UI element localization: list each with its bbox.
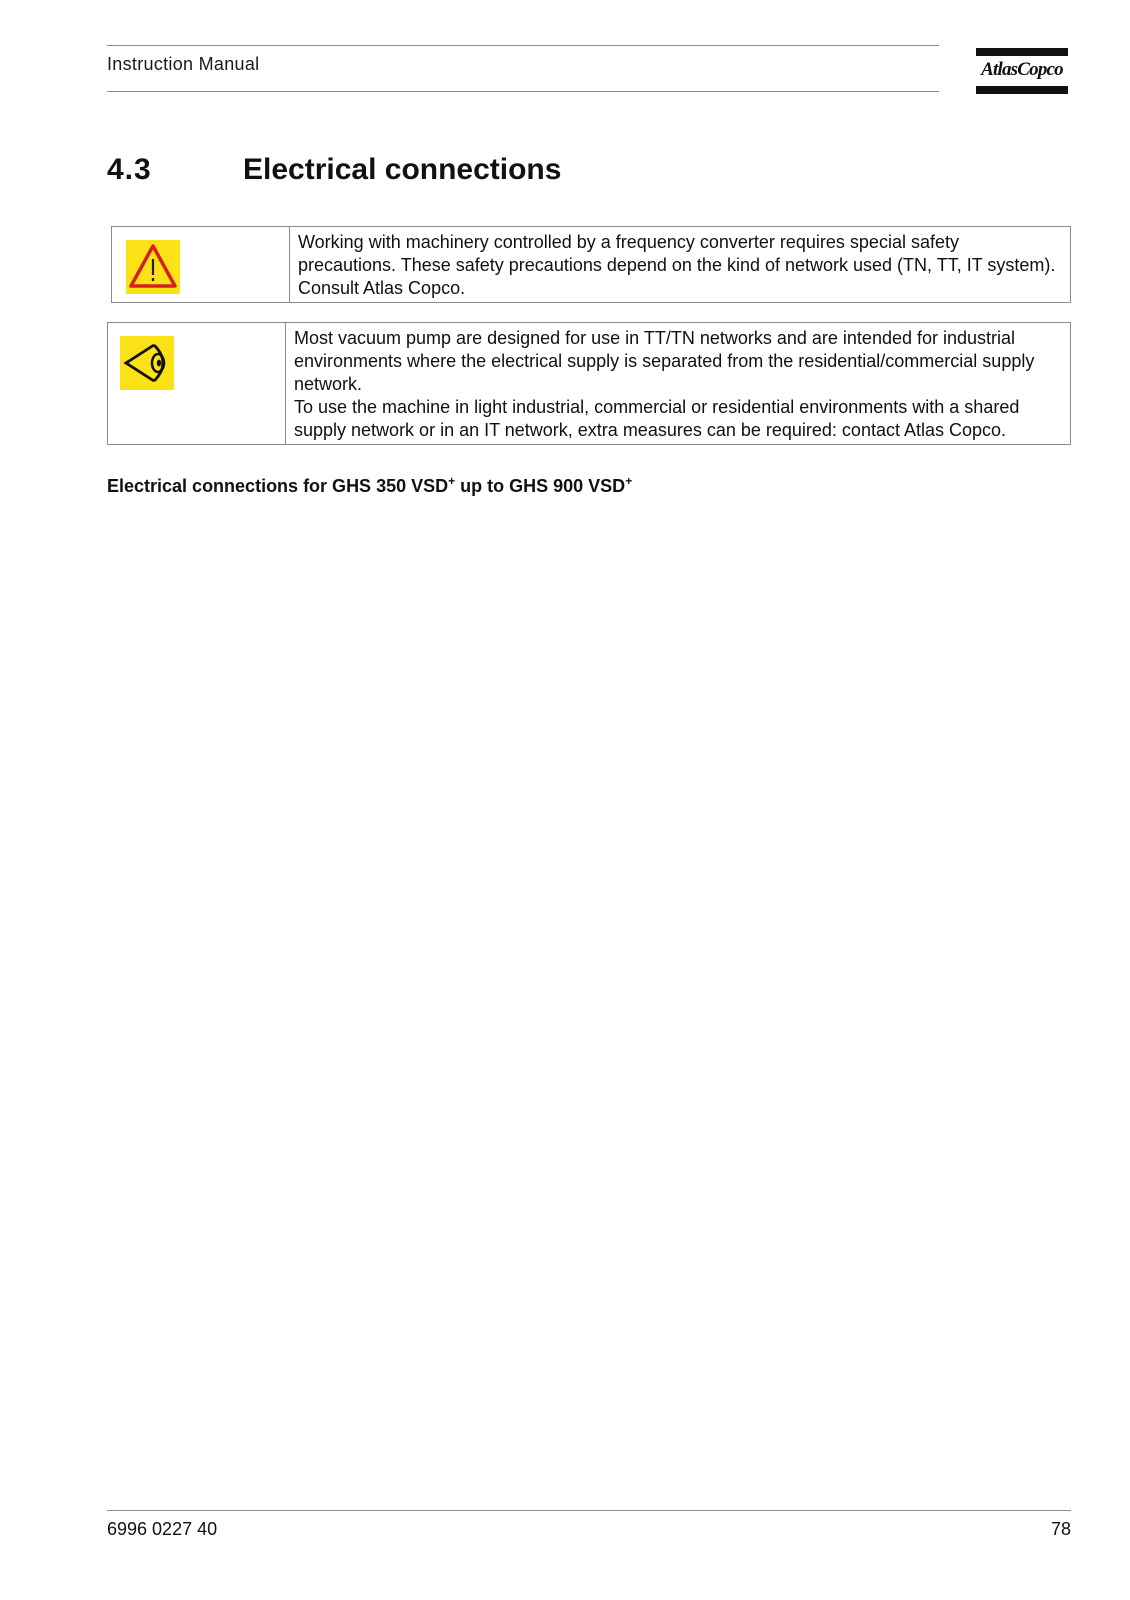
notice-text: Working with machinery controlled by a frequency converter requires special safety precautions. These safety precautions depend on the kind of network used (TN, TT, IT system). Consult Atlas Copco. — [298, 232, 1056, 298]
logo-bottom-bar — [976, 86, 1068, 94]
superscript-plus: + — [625, 474, 633, 488]
subheading-text: up to GHS 900 VSD — [455, 476, 626, 496]
notice-icon-cell — [112, 227, 290, 302]
attention-eye-icon — [120, 336, 174, 390]
header-title: Instruction Manual — [107, 54, 260, 74]
attention-notice — [107, 322, 1071, 445]
notice-paragraph: Most vacuum pump are designed for use in TT/TN networks and are intended for industrial environments where the electrical supply is separated from the residential/commercial supply network. — [294, 328, 1035, 394]
subsection-heading — [107, 476, 632, 497]
atlas-copco-logo — [976, 48, 1068, 94]
header-bottom-rule — [107, 91, 939, 92]
logo-wordmark: AtlasCopco — [981, 59, 1063, 80]
superscript-plus: + — [448, 474, 456, 488]
footer-rule — [107, 1510, 1071, 1511]
section-number: 4.3 — [107, 153, 152, 186]
document-number: 6996 0227 40 — [107, 1519, 218, 1539]
warning-triangle-icon — [126, 240, 180, 294]
page-number: 78 — [1050, 1519, 1071, 1539]
section-title: Electrical connections — [243, 153, 562, 186]
safety-notice — [111, 226, 1071, 303]
logo-top-bar — [976, 48, 1068, 56]
header-top-rule — [107, 45, 939, 46]
notice-paragraph: To use the machine in light industrial, commercial or residential environments with a shared supply network or in an IT network, extra measures can be required: contact Atlas Copco. — [294, 397, 1020, 440]
notice-icon-cell — [108, 323, 286, 444]
notice-text — [286, 323, 1070, 444]
subheading-text: Electrical connections for GHS 350 VSD — [107, 476, 449, 496]
